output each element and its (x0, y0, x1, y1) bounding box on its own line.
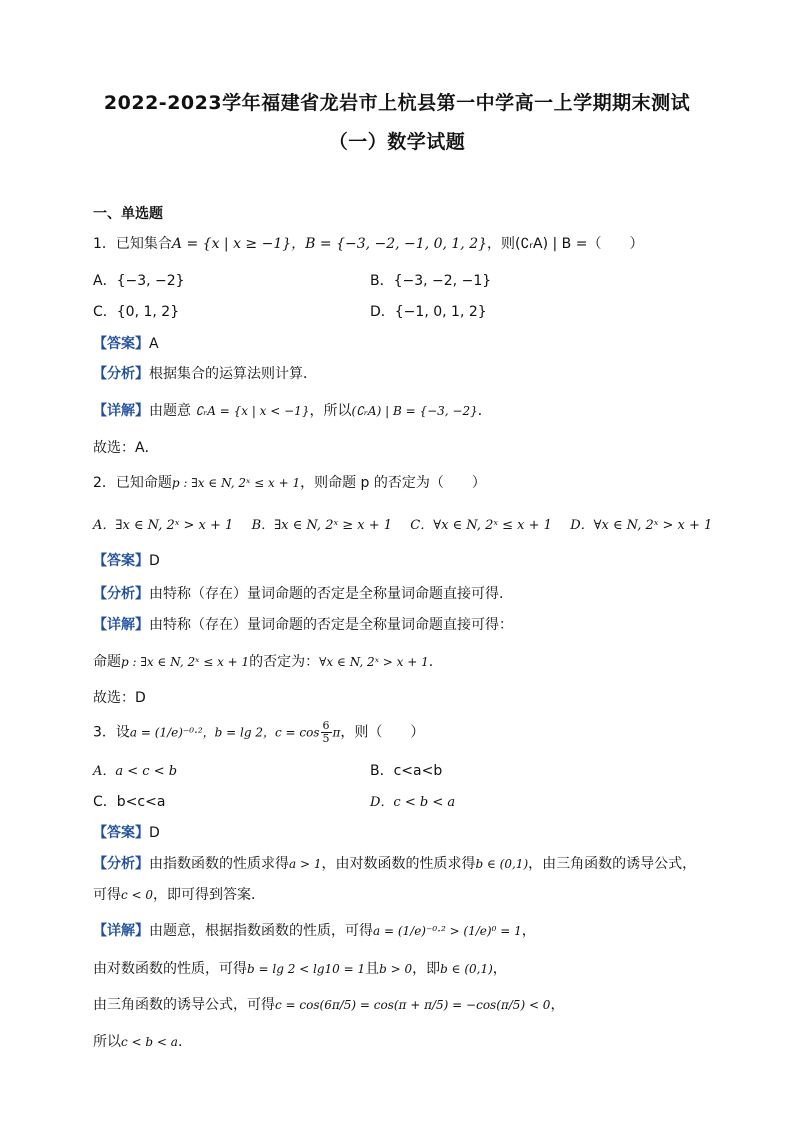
q3-option-d: D．c < b < a (370, 795, 456, 810)
q1-conclusion: 故选：A． (93, 440, 159, 456)
q2-answer-value: D (149, 553, 160, 569)
section-heading: 一、单选题 (93, 206, 163, 222)
q1-stem-prefix: 1．已知集合 (93, 236, 172, 252)
q2-line2-mid: 的否定为： (249, 654, 320, 670)
detail-label: 【详解】 (93, 403, 149, 419)
q1-detail-math2: (∁ᵣA) | B = {−3, −2} (351, 404, 478, 418)
q3-stem-a: a = (1/e)⁻⁰·² (129, 725, 203, 740)
q3-detail-l4-end: . (177, 1034, 183, 1050)
q1-option-a: A．{−3, −2} (93, 273, 185, 289)
q3-analysis-l1-p1: 由指数函数的性质求得 (149, 856, 289, 872)
q3-detail-l4-text: 所以 (93, 1034, 121, 1050)
q3-answer (93, 822, 160, 842)
q2-stem-math: p : ∃x ∈ N, 2ˣ ≤ x + 1 (171, 476, 301, 490)
q2-stem (93, 472, 486, 492)
q2-conclusion: 故选：D (93, 690, 146, 706)
q3-stem-c-suffix: π (332, 725, 341, 740)
q3-detail-l4-math: c < b < a (121, 1035, 178, 1049)
q3-stem-c-prefix: ，c = cos (263, 725, 320, 740)
q3-stem-b: ，b = lg 2 (202, 725, 264, 740)
q3-analysis-line2 (93, 884, 256, 904)
q2-detail (93, 614, 513, 634)
q3-analysis-l1-m1: a > 1 (289, 857, 322, 871)
q3-analysis-l1-m2: b ∈ (0,1) (475, 857, 529, 871)
analysis-label: 【分析】 (93, 586, 149, 602)
analysis-label: 【分析】 (93, 856, 149, 872)
q2-option-b: B．∃x ∈ N, 2ˣ ≥ x + 1 (251, 518, 392, 533)
q2-option-d: D．∀x ∈ N, 2ˣ > x + 1 (570, 518, 713, 533)
q2-negation-line (93, 651, 433, 671)
q3-detail-l1-math: a = (1/e)⁻⁰·² > (1/e)⁰ = 1 (373, 924, 522, 938)
q3-analysis-l1-p3: ，由三角函数的诱导公式， (528, 856, 697, 872)
analysis-label: 【分析】 (93, 366, 149, 382)
document-title-line1: 2022-2023学年福建省龙岩市上杭县第一中学高一上学期期末测试 (103, 92, 691, 114)
document-title-line2: （一）数学试题 (328, 131, 466, 153)
answer-label: 【答案】 (93, 825, 149, 841)
q1-detail-end: ． (477, 403, 492, 419)
q3-detail-l3-text: 由三角函数的诱导公式，可得 (93, 997, 275, 1013)
q2-line2-math2: ∀x ∈ N, 2ˣ > x + 1 (319, 655, 429, 669)
q3-stem (93, 720, 424, 745)
q2-option-c: C．∀x ∈ N, 2ˣ ≤ x + 1 (410, 518, 552, 533)
q3-answer-value: D (149, 825, 160, 841)
detail-label: 【详解】 (93, 923, 149, 939)
q1-set-b: ，B = {−3, −2, −1, 0, 1, 2} (291, 236, 488, 252)
q3-detail-l2-mid2: ，即 (412, 961, 441, 977)
q3-detail-l2-text: 由对数函数的性质，可得 (93, 961, 247, 977)
q3-detail-l2-math1: b = lg 2 < lg10 = 1 (247, 962, 366, 976)
q1-analysis-text: 根据集合的运算法则计算． (149, 366, 317, 382)
q2-analysis-text: 由特称（存在）量词命题的否定是全称量词命题直接可得. (149, 586, 504, 602)
q3-detail-line3 (93, 994, 564, 1014)
q3-analysis-l2-p1: 可得 (93, 887, 121, 903)
q3-detail-l2-end: ， (492, 961, 507, 977)
q3-detail-line2 (93, 958, 507, 978)
q2-line2-end: . (428, 654, 434, 670)
q3-detail-l3-end: ， (550, 997, 565, 1013)
q2-option-a: A．∃x ∈ N, 2ˣ > x + 1 (93, 518, 234, 533)
q2-line2-prefix: 命题 (93, 654, 121, 670)
q3-analysis-l1-p2: ，由对数函数的性质求得 (321, 856, 476, 872)
q2-answer (93, 550, 160, 570)
q3-analysis-l2-p2: ，即可得到答案. (153, 887, 256, 903)
q3-detail-line4 (93, 1031, 182, 1051)
q1-detail (93, 400, 492, 420)
detail-label: 【详解】 (93, 617, 149, 633)
q1-option-d: D．{−1, 0, 1, 2} (370, 304, 487, 320)
q2-options (93, 514, 712, 533)
q3-detail-l1-text: 由题意，根据指数函数的性质，可得 (149, 923, 373, 939)
answer-label: 【答案】 (93, 336, 149, 352)
q3-detail-l2-math3: b ∈ (0,1) (440, 962, 493, 976)
q2-detail-text: 由特称（存在）量词命题的否定是全称量词命题直接可得： (149, 617, 513, 633)
q3-option-b: B．c<a<b (370, 763, 443, 779)
q1-answer (93, 333, 159, 353)
q1-detail-prefix: 由题意 (149, 403, 196, 419)
q1-detail-math1: ∁ᵣA = {x | x < −1} (195, 404, 310, 418)
q1-option-b: B．{−3, −2, −1} (370, 273, 492, 289)
q1-stem (93, 233, 643, 253)
q2-stem-prefix: 2．已知命题 (93, 475, 172, 491)
q1-option-c: C．{0, 1, 2} (93, 304, 180, 320)
q2-analysis (93, 583, 503, 603)
q1-analysis (93, 363, 317, 383)
q3-analysis-l2-m1: c < 0 (121, 888, 154, 902)
q3-detail-l2-math2: b > 0 (379, 962, 413, 976)
q2-stem-suffix: ，则命题 p 的否定为（ ） (300, 475, 486, 491)
q1-answer-value: A (149, 336, 159, 352)
q3-option-a: A．a < c < b (93, 764, 178, 779)
q3-detail-l2-mid: 且 (365, 961, 380, 977)
q3-option-c: C．b<c<a (93, 794, 166, 810)
q3-detail-l3-math: c = cos(6π/5) = cos(π + π/5) = −cos(π/5) < 0 (275, 998, 551, 1012)
q3-detail-line1 (93, 920, 536, 940)
q1-detail-mid: ，所以 (309, 403, 352, 419)
q3-stem-c-fraction (321, 720, 332, 745)
q3-detail-l1-end: ， (521, 923, 536, 939)
q1-stem-suffix: ，则(∁ᵣA) | B =（ ） (487, 236, 644, 252)
q2-line2-math1: p : ∃x ∈ N, 2ˣ ≤ x + 1 (121, 655, 250, 669)
q3-stem-end: ，则（ ） (340, 724, 425, 741)
q3-analysis-line1 (93, 853, 696, 873)
q3-frac-num: 6 (322, 719, 330, 732)
q3-frac-den: 5 (322, 732, 330, 745)
q3-stem-prefix: 3．设 (93, 724, 130, 741)
answer-label: 【答案】 (93, 553, 149, 569)
q1-set-a: A = {x | x ≥ −1} (171, 236, 292, 252)
